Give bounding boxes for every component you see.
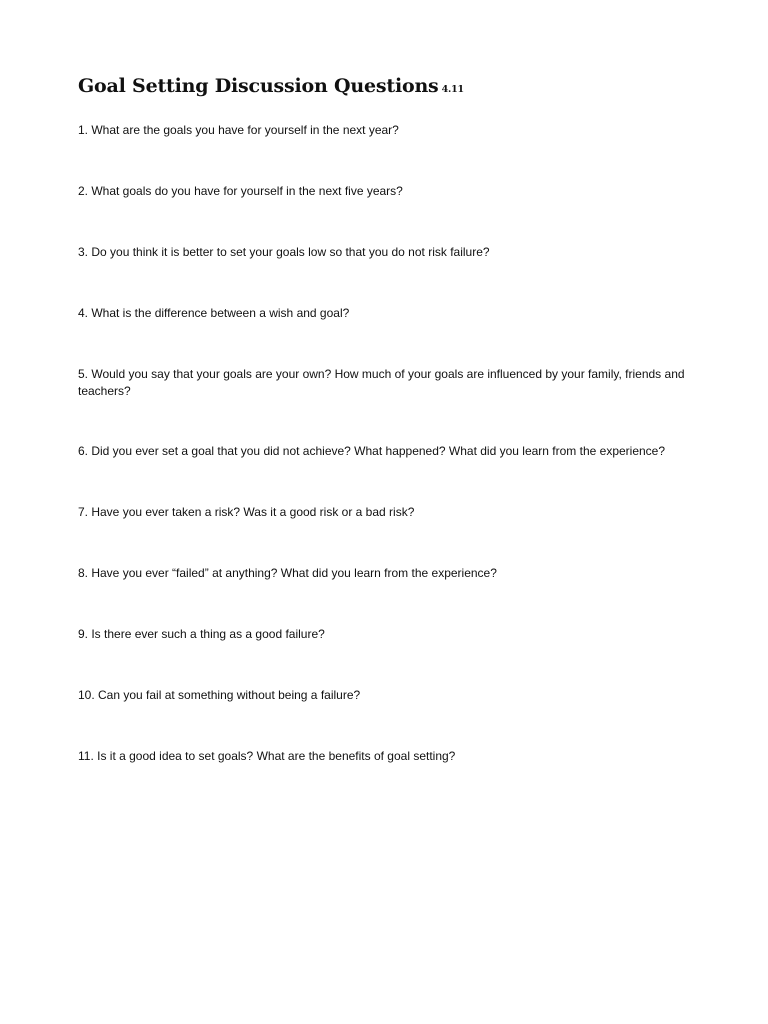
question-11: 11. Is it a good idea to set goals? What are the benefits of goal setting?	[78, 749, 456, 763]
page-title	[78, 73, 464, 103]
question-1: 1. What are the goals you have for yourself in the next year?	[78, 123, 399, 137]
question-8: 8. Have you ever “failed” at anything? What did you learn from the experience?	[78, 566, 497, 580]
question-4: 4. What is the difference between a wish and goal?	[78, 306, 350, 320]
version-label: 4.11	[441, 84, 464, 95]
question-3: 3. Do you think it is better to set your goals low so that you do not risk failure?	[78, 245, 490, 259]
question-5: 5. Would you say that your goals are your own? How much of your goals are influenced by your family, friends and teachers?	[78, 367, 685, 398]
title-text: Goal Setting Discussion Questions	[78, 75, 439, 97]
question-2: 2. What goals do you have for yourself in the next five years?	[78, 184, 403, 198]
question-9: 9. Is there ever such a thing as a good failure?	[78, 627, 325, 641]
question-7: 7. Have you ever taken a risk? Was it a good risk or a bad risk?	[78, 505, 415, 519]
question-10: 10. Can you fail at something without being a failure?	[78, 688, 361, 702]
question-6: 6. Did you ever set a goal that you did not achieve? What happened? What did you learn from the experience?	[78, 444, 666, 458]
